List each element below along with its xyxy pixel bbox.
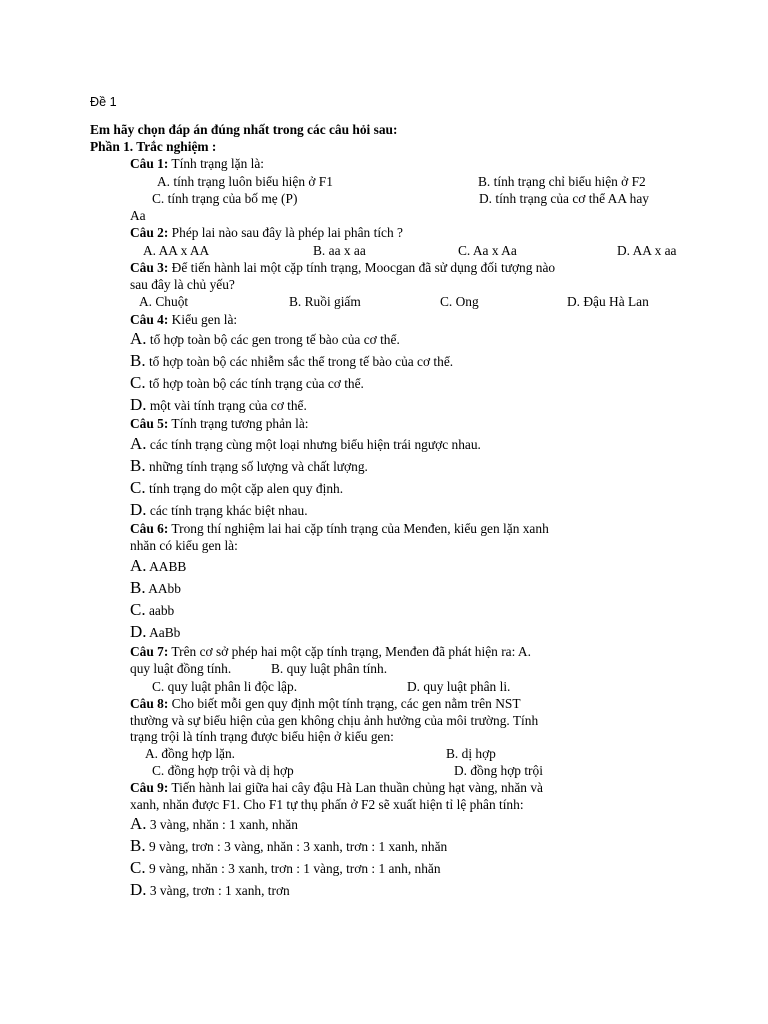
option-d: D. AA x aa [617,243,677,258]
option-b: B. Ruồi giấm [289,294,361,309]
question-label: Câu 2: [130,225,169,240]
question-1 [130,156,264,172]
question-text: Trong thí nghiệm lai hai cặp tính trạng của Menđen, kiểu gen lặn xanh [168,521,549,536]
option-text: các tính trạng cùng một loại nhưng biểu hiện trái ngược nhau. [149,437,481,452]
option-text: aabb [148,603,175,618]
option-c: C. Ong [440,294,479,309]
option-text: AABB [149,559,187,574]
question-5 [130,416,309,432]
question-text: Cho biết mỗi gen quy định một tính trạng, các gen nằm trên NST [168,696,521,711]
option-b: B. aa x aa [313,243,366,258]
question-text: Để tiến hành lai một cặp tính trạng, Moocgan đã sử dụng đối tượng nào [168,260,556,275]
option-letter: B. [130,836,146,855]
option-a [130,331,400,348]
option-letter: A. [130,556,147,575]
section-title: Phần 1. Trắc nghiệm : [90,139,217,154]
option-a [130,558,186,575]
question-text: Tiến hành lai giữa hai cây đậu Hà Lan thuần chủng hạt vàng, nhăn và [168,780,543,795]
option-letter: C. [130,373,146,392]
option-text: 9 vàng, nhăn : 3 xanh, trơn : 1 vàng, trơn : 1 anh, nhăn [148,861,441,876]
option-d [130,882,290,899]
option-letter: D. [130,622,147,641]
option-text: 3 vàng, trơn : 1 xanh, trơn [149,883,290,898]
question-text-continued: nhăn có kiểu gen là: [130,538,238,553]
option-a: A. AA x AA [143,243,210,258]
question-8 [130,696,521,712]
option-text: các tính trạng khác biệt nhau. [149,503,308,518]
question-label: Câu 1: [130,156,169,171]
option-letter: D. [130,395,147,414]
question-text: Kiểu gen là: [168,312,238,327]
option-text: AAbb [148,581,181,596]
option-a [130,436,481,453]
option-letter: C. [130,478,146,497]
question-3 [130,260,555,276]
option-d: D. Đậu Hà Lan [567,294,649,309]
option-letter: A. [130,434,147,453]
option-d [130,397,307,414]
option-d-continued: Aa [130,208,146,223]
question-text-continued: sau đây là chủ yếu? [130,277,235,292]
option-a: A. Chuột [139,294,189,309]
option-letter: C. [130,600,146,619]
question-text-continued: xanh, nhăn được F1. Cho F1 tự thụ phấn ở F2 sẽ xuất hiện tỉ lệ phân tính: [130,797,524,812]
option-c: C. Aa x Aa [458,243,517,258]
option-c: C. đồng hợp trội và dị hợp [152,763,294,778]
option-letter: C. [130,858,146,877]
question-9 [130,780,543,796]
option-b [130,838,447,855]
option-a: A. tính trạng luôn biểu hiện ở F1 [157,174,333,189]
question-6 [130,521,549,537]
question-label: Câu 9: [130,780,169,795]
option-letter: B. [130,456,146,475]
option-c: C. quy luật phân li độc lập. [152,679,298,694]
option-c [130,602,174,619]
option-b: B. tính trạng chỉ biểu hiện ở F2 [478,174,646,189]
option-text: 3 vàng, nhăn : 1 xanh, nhăn [149,817,298,832]
question-text: Tính trạng tương phản là: [168,416,309,431]
option-b: B. dị hợp [446,746,496,761]
question-text: Phép lai nào sau đây là phép lai phân tích ? [168,225,403,240]
question-label: Câu 3: [130,260,169,275]
option-letter: B. [130,578,146,597]
question-text: Tính trạng lặn là: [168,156,265,171]
option-letter: D. [130,880,147,899]
option-d [130,624,180,641]
option-text: AaBb [149,625,181,640]
option-c: C. tính trạng của bố mẹ (P) [152,191,298,206]
option-b [130,458,368,475]
option-c [130,480,343,497]
option-letter: D. [130,500,147,519]
option-d: D. tính trạng của cơ thể AA hay [479,191,649,206]
option-text: tổ hợp toàn bộ các gen trong tế bào của cơ thể. [149,332,400,347]
option-letter: A. [130,814,147,833]
option-text: những tính trạng số lượng và chất lượng. [148,459,368,474]
exam-title: Đề 1 [90,95,117,109]
option-d [130,502,308,519]
option-a: A. đồng hợp lặn. [145,746,236,761]
option-b [130,580,181,597]
option-text: một vài tính trạng của cơ thể. [149,398,307,413]
question-label: Câu 4: [130,312,169,327]
question-label: Câu 8: [130,696,169,711]
option-text: 9 vàng, trơn : 3 vàng, nhăn : 3 xanh, trơn : 1 xanh, nhăn [148,839,448,854]
option-text: tổ hợp toàn bộ các tính trạng của cơ thể. [148,376,364,391]
question-text-continued: trạng trội là tính trạng được biểu hiện ở kiểu gen: [130,729,394,744]
option-c [130,860,441,877]
question-2 [130,225,403,241]
option-b [130,353,453,370]
option-d: D. quy luật phân li. [407,679,511,694]
option-letter: B. [130,351,146,370]
question-4 [130,312,237,328]
question-label: Câu 7: [130,644,169,659]
question-7 [130,644,531,660]
option-letter: A. [130,329,147,348]
option-a: quy luật đồng tính. [130,661,232,676]
option-text: tính trạng do một cặp alen quy định. [148,481,344,496]
option-b: B. quy luật phân tính. [271,661,388,676]
question-label: Câu 5: [130,416,169,431]
option-c [130,375,364,392]
option-d: D. đồng hợp trội [454,763,543,778]
option-a [130,816,298,833]
option-text: tổ hợp toàn bộ các nhiễm sắc thể trong tế bào của cơ thể. [148,354,454,369]
instruction: Em hãy chọn đáp án đúng nhất trong các câu hỏi sau: [90,122,398,137]
question-text: Trên cơ sở phép hai một cặp tính trạng, Menđen đã phát hiện ra: A. [168,644,531,659]
question-text-continued: thường và sự biểu hiện của gen không chịu ảnh hưởng của môi trường. Tính [130,713,539,728]
question-label: Câu 6: [130,521,169,536]
